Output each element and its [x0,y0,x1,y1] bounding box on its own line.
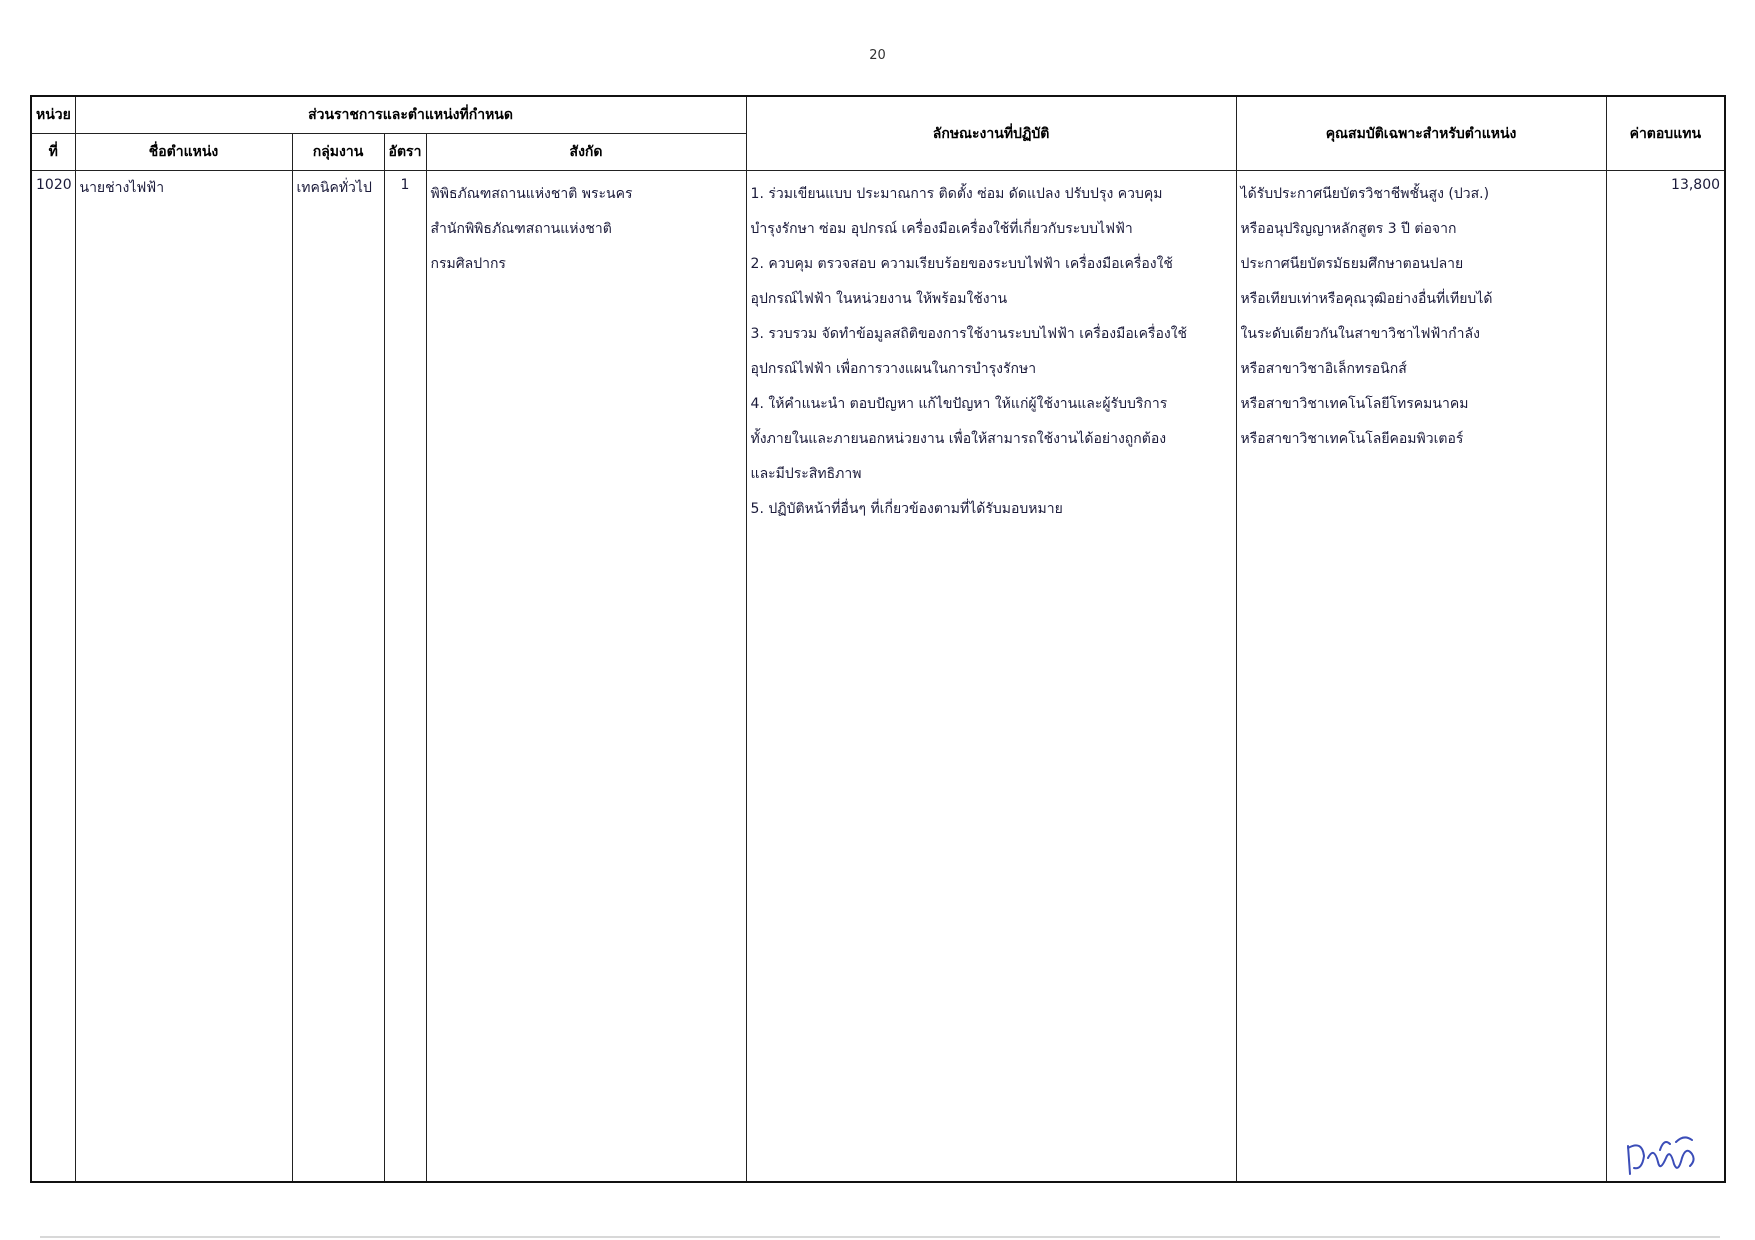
cell-compensation: 13,800 [1606,171,1725,1183]
header-compensation: ค่าตอบแทน [1606,96,1725,171]
cell-qualifications [1236,171,1606,1183]
header-row-top [31,96,1725,134]
qualification-line: หรือสาขาวิชาเทคโนโลยีโทรคมนาคม [1240,396,1469,412]
cell-rate: 1 [384,171,426,1183]
header-work-group: กลุ่มงาน [292,134,384,171]
qualification-line: หรือสาขาวิชาอิเล็กทรอนิกส์ [1240,361,1407,377]
header-group-title: ส่วนราชการและตำแหน่งที่กำหนด [75,96,746,134]
qualification-line: ได้รับประกาศนียบัตรวิชาชีพชั้นสูง (ปวส.) [1240,186,1490,202]
qualification-line: หรือเทียบเท่าหรือคุณวุฒิอย่างอื่นที่เทียบได้ [1240,291,1493,307]
job-line: บำรุงรักษา ซ่อม อุปกรณ์ เครื่องมือเครื่องใช้ที่เกี่ยวกับระบบไฟฟ้า [750,221,1133,237]
job-line: ทั้งภายในและภายนอกหน่วยงาน เพื่อให้สามารถใช้งานได้อย่างถูกต้อง [750,431,1167,447]
job-line: อุปกรณ์ไฟฟ้า เพื่อการวางแผนในการบำรุงรักษา [750,361,1037,377]
header-affiliation: สังกัด [426,134,746,171]
job-line: และมีประสิทธิภาพ [750,466,862,482]
handwritten-signature [1620,1128,1710,1188]
qualification-line: หรือสาขาวิชาเทคโนโลยีคอมพิวเตอร์ [1240,431,1464,447]
qualification-line: ประกาศนียบัตรมัธยมศึกษาตอนปลาย [1240,256,1464,272]
cell-job-description [746,171,1236,1183]
position-table [30,95,1726,1183]
header-position-name: ชื่อตำแหน่ง [75,134,292,171]
affiliation-line: กรมศิลปากร [430,256,506,272]
cell-affiliation [426,171,746,1183]
page-number: 20 [869,48,886,63]
qualification-line: ในระดับเดียวกันในสาขาวิชาไฟฟ้ากำลัง [1240,326,1480,342]
job-line: 3. รวบรวม จัดทำข้อมูลสถิติของการใช้งานระบบไฟฟ้า เครื่องมือเครื่องใช้ [750,326,1188,342]
cell-work-group: เทคนิคทั่วไป [292,171,384,1183]
header-job-description: ลักษณะงานที่ปฏิบัติ [746,96,1236,171]
table-row [31,171,1725,1183]
header-rate: อัตรา [384,134,426,171]
job-line: 2. ควบคุม ตรวจสอบ ความเรียบร้อยของระบบไฟฟ้า เครื่องมือเครื่องใช้ [750,256,1173,272]
job-line: 5. ปฏิบัติหน้าที่อื่นๆ ที่เกี่ยวข้องตามที่ได้รับมอบหมาย [750,501,1063,517]
cell-position-name: นายช่างไฟฟ้า [75,171,292,1183]
header-unit: หน่วย [31,96,75,134]
page-bottom-edge [40,1236,1720,1238]
job-line: 1. ร่วมเขียนแบบ ประมาณการ ติดตั้ง ซ่อม ดัดแปลง ปรับปรุง ควบคุม [750,186,1163,202]
header-qualifications: คุณสมบัติเฉพาะสำหรับตำแหน่ง [1236,96,1606,171]
cell-unit: 1020 [31,171,75,1183]
job-line: 4. ให้คำแนะนำ ตอบปัญหา แก้ไขปัญหา ให้แก่ผู้ใช้งานและผู้รับบริการ [750,396,1168,412]
affiliation-line: พิพิธภัณฑสถานแห่งชาติ พระนคร [430,186,633,202]
affiliation-line: สำนักพิพิธภัณฑสถานแห่งชาติ [430,221,612,237]
qualification-line: หรืออนุปริญญาหลักสูตร 3 ปี ต่อจาก [1240,221,1457,237]
job-line: อุปกรณ์ไฟฟ้า ในหน่วยงาน ให้พร้อมใช้งาน [750,291,1008,307]
header-unit-line2: ที่ [31,134,75,171]
